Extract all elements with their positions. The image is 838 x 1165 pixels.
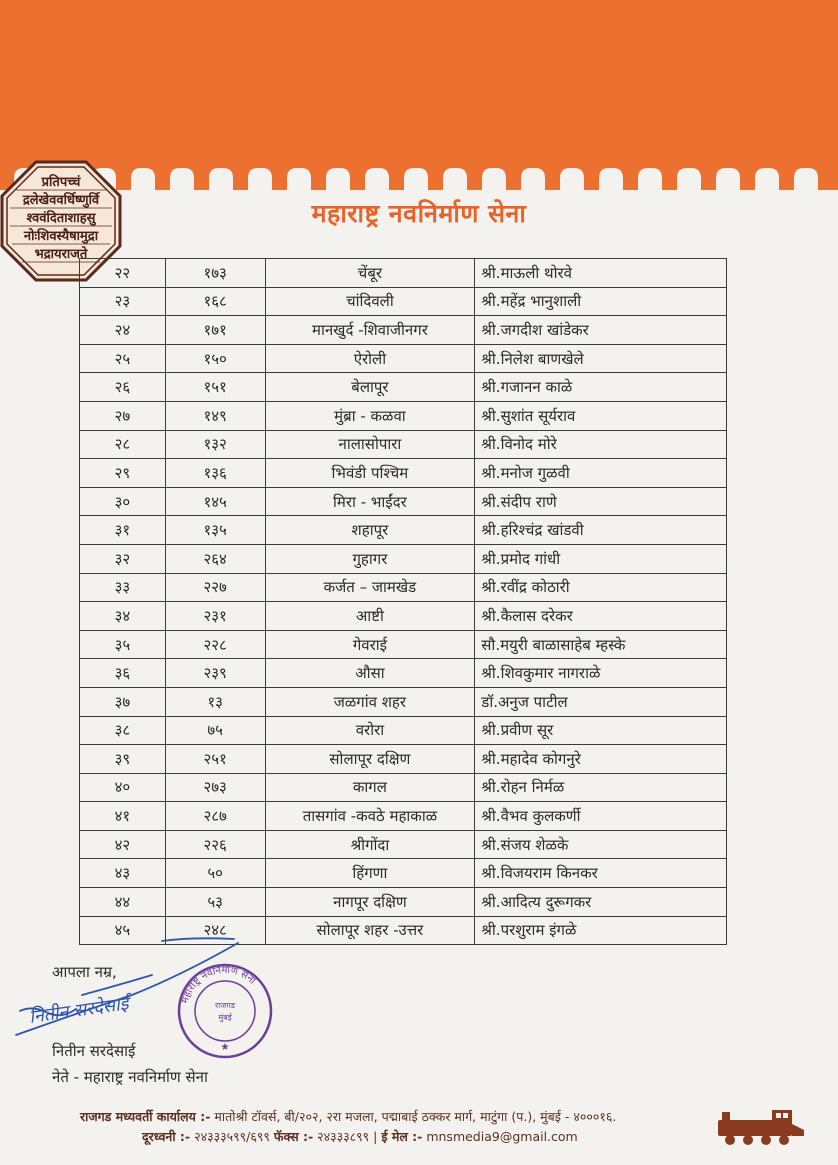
constituency-number-cell: २२६ (165, 830, 265, 859)
serial-cell: ४४ (80, 888, 166, 917)
serial-cell: ३६ (80, 659, 166, 688)
constituency-number-cell: १३६ (165, 459, 265, 488)
constituency-number-cell: २२७ (165, 573, 265, 602)
signatory-name: नितीन सरदेसाई (52, 1042, 136, 1060)
serial-cell: ३९ (80, 745, 166, 774)
candidate-cell: श्री.विनोद मोरे (475, 430, 727, 459)
footer-phone-label: दूरध्वनी :- (142, 1129, 191, 1144)
serial-cell: ४१ (80, 802, 166, 831)
candidate-cell: श्री.माऊली थोरवे (475, 259, 727, 288)
constituency-number-cell: १७३ (165, 259, 265, 288)
table-row (80, 287, 727, 316)
footer-contacts: दूरध्वनी :- २४३३३५९९/६९९ फॅक्स :- २४३३३८९९ | ई मेल :- mnsmedia9@gmail.com (142, 1129, 578, 1144)
table-row (80, 516, 727, 545)
table-row (80, 316, 727, 345)
candidate-cell: श्री.जगदीश खांडेकर (475, 316, 727, 345)
serial-cell: २४ (80, 316, 166, 345)
candidate-cell: श्री.मनोज गुळवी (475, 459, 727, 488)
footer-office-label: राजगड मध्यवर्ती कार्यालय :- (80, 1109, 211, 1124)
constituency-cell: भिवंडी पश्चिम (265, 459, 475, 488)
constituency-number-cell: १६८ (165, 287, 265, 316)
svg-text:श्ववंदिताशाहसु: श्ववंदिताशाहसु (26, 211, 96, 226)
party-stamp (176, 962, 274, 1060)
constituency-number-cell: २३९ (165, 659, 265, 688)
constituency-number-cell: १४५ (165, 487, 265, 516)
candidate-cell: श्री.निलेश बाणखेले (475, 344, 727, 373)
svg-text:मुंबई: मुंबई (218, 1013, 232, 1022)
banner-scallop-edge (0, 160, 838, 190)
serial-cell: ३३ (80, 573, 166, 602)
svg-text:प्रतिपच्चं: प्रतिपच्चं (41, 175, 81, 190)
svg-text:★: ★ (220, 1042, 230, 1053)
candidate-cell: डॉ.अनुज पाटील (475, 687, 727, 716)
table-row (80, 459, 727, 488)
constituency-cell: मानखुर्द -शिवाजीनगर (265, 316, 475, 345)
serial-cell: ४० (80, 773, 166, 802)
candidate-cell: श्री.प्रमोद गांधी (475, 544, 727, 573)
constituency-cell: गेवराई (265, 630, 475, 659)
candidate-cell: श्री.संदीप राणे (475, 487, 727, 516)
svg-text:नोःशिवस्यैषामुद्रा: नोःशिवस्यैषामुद्रा (23, 229, 99, 244)
constituency-number-cell: २२८ (165, 630, 265, 659)
candidate-cell: श्री.कैलास दरेकर (475, 602, 727, 631)
constituency-cell: तासगांव -कवठे महाकाळ (265, 802, 475, 831)
table-row (80, 687, 727, 716)
table-row (80, 830, 727, 859)
candidate-cell: श्री.रवींद्र कोठारी (475, 573, 727, 602)
candidate-cell: श्री.महादेव कोगनुरे (475, 745, 727, 774)
constituency-number-cell: २५१ (165, 745, 265, 774)
serial-cell: ३८ (80, 716, 166, 745)
constituency-cell: औसा (265, 659, 475, 688)
footer-email: mnsmedia9@gmail.com (426, 1129, 578, 1144)
serial-cell: ३५ (80, 630, 166, 659)
table-row (80, 602, 727, 631)
candidate-cell: श्री.हरिश्चंद्र खांडवी (475, 516, 727, 545)
serial-cell: २६ (80, 373, 166, 402)
candidate-cell: श्री.रोहन निर्मळ (475, 773, 727, 802)
candidate-cell: श्री.विजयराम किनकर (475, 859, 727, 888)
candidate-cell: श्री.शिवकुमार नागराळे (475, 659, 727, 688)
constituency-cell: हिंगणा (265, 859, 475, 888)
footer-fax: २४३३३८९९ (317, 1129, 370, 1144)
serial-cell: ३० (80, 487, 166, 516)
constituency-number-cell: १३५ (165, 516, 265, 545)
footer-office-address: मातोश्री टॉवर्स, बी/२०२, २रा मजला, पद्माबाई ठक्कर मार्ग, माटुंगा (प.), मुंबई - ४०००१६. (214, 1109, 617, 1124)
footer-email-label: ई मेल :- (381, 1129, 423, 1144)
constituency-number-cell: २३१ (165, 602, 265, 631)
table-row (80, 344, 727, 373)
table-row (80, 373, 727, 402)
constituency-number-cell: १३ (165, 687, 265, 716)
constituency-cell: आष्टी (265, 602, 475, 631)
constituency-cell: मिरा - भाईंदर (265, 487, 475, 516)
candidate-cell: श्री.गजानन काळे (475, 373, 727, 402)
svg-text:भद्रायराजते: भद्रायराजते (34, 247, 88, 262)
constituency-number-cell: ७५ (165, 716, 265, 745)
serial-cell: २२ (80, 259, 166, 288)
table-row (80, 430, 727, 459)
candidate-cell: श्री.आदित्य दुरूगकर (475, 888, 727, 917)
constituency-number-cell: ५० (165, 859, 265, 888)
constituency-cell: सोलापूर दक्षिण (265, 745, 475, 774)
table-row (80, 487, 727, 516)
serial-cell: २९ (80, 459, 166, 488)
constituency-number-cell: १४९ (165, 401, 265, 430)
footer-address (80, 1108, 616, 1125)
serial-cell: २३ (80, 287, 166, 316)
constituency-cell: नालासोपारा (265, 430, 475, 459)
serial-cell: ४३ (80, 859, 166, 888)
constituency-cell: श्रीगोंदा (265, 830, 475, 859)
table-row (80, 773, 727, 802)
constituency-cell: सोलापूर शहर -उत्तर (265, 916, 475, 945)
table-row (80, 573, 727, 602)
svg-text:राजगड: राजगड (214, 1001, 236, 1010)
constituency-number-cell: २८७ (165, 802, 265, 831)
footer-phone: २४३३३५९९/६९९ (194, 1129, 270, 1144)
constituency-number-cell: ५३ (165, 888, 265, 917)
constituency-cell: चांदिवली (265, 287, 475, 316)
candidate-cell: श्री.परशुराम इंगळे (475, 916, 727, 945)
candidate-cell: श्री.सुशांत सूर्यराव (475, 401, 727, 430)
constituency-cell: ऐरोली (265, 344, 475, 373)
constituency-cell: चेंबूर (265, 259, 475, 288)
serial-cell: ३७ (80, 687, 166, 716)
constituency-cell: गुहागर (265, 544, 475, 573)
constituency-cell: जळगांव शहर (265, 687, 475, 716)
table-row (80, 859, 727, 888)
constituency-cell: शहापूर (265, 516, 475, 545)
constituency-number-cell: २७३ (165, 773, 265, 802)
table-row (80, 802, 727, 831)
train-emblem-icon (712, 1104, 808, 1146)
constituency-number-cell: १७१ (165, 316, 265, 345)
constituency-cell: कागल (265, 773, 475, 802)
serial-cell: ४२ (80, 830, 166, 859)
table-row (80, 630, 727, 659)
table-row (80, 888, 727, 917)
serial-cell: ३४ (80, 602, 166, 631)
constituency-number-cell: १५० (165, 344, 265, 373)
serial-cell: ४५ (80, 916, 166, 945)
constituency-number-cell: १३२ (165, 430, 265, 459)
constituency-number-cell: २४८ (165, 916, 265, 945)
serial-cell: २५ (80, 344, 166, 373)
serial-cell: २७ (80, 401, 166, 430)
serial-cell: ३१ (80, 516, 166, 545)
footer-fax-label: फॅक्स :- (273, 1129, 314, 1144)
page-title: महाराष्ट्र नवनिर्माण सेना (311, 199, 527, 228)
svg-text:नितीन सरदेसाई: नितीन सरदेसाई (27, 993, 130, 1028)
signatory-role: नेते - महाराष्ट्र नवनिर्माण सेना (52, 1068, 208, 1086)
candidate-cell: श्री.संजय शेळके (475, 830, 727, 859)
constituency-cell: वरोरा (265, 716, 475, 745)
closing-text: आपला नम्र, (52, 963, 117, 981)
constituency-number-cell: २६४ (165, 544, 265, 573)
constituency-cell: कर्जत – जामखेड (265, 573, 475, 602)
candidate-cell: श्री.वैभव कुलकर्णी (475, 802, 727, 831)
table-row (80, 401, 727, 430)
constituency-cell: बेलापूर (265, 373, 475, 402)
constituency-number-cell: १५१ (165, 373, 265, 402)
svg-text:महाराष्ट्र नवनिर्माण सेना: महाराष्ट्र नवनिर्माण सेना (179, 964, 258, 1005)
table-row (80, 259, 727, 288)
table-row (80, 659, 727, 688)
svg-text:द्रलेखेववर्धिष्णुर्वि: द्रलेखेववर्धिष्णुर्वि (22, 193, 100, 208)
constituency-cell: नागपूर दक्षिण (265, 888, 475, 917)
candidate-table (79, 258, 727, 945)
candidate-cell: श्री.प्रवीण सूर (475, 716, 727, 745)
serial-cell: २८ (80, 430, 166, 459)
serial-cell: ३२ (80, 544, 166, 573)
table-row (80, 745, 727, 774)
table-row (80, 716, 727, 745)
candidate-cell: श्री.महेंद्र भानुशाली (475, 287, 727, 316)
table-row (80, 544, 727, 573)
candidate-cell: सौ.मयुरी बाळासाहेब म्हस्के (475, 630, 727, 659)
constituency-cell: मुंब्रा - कळवा (265, 401, 475, 430)
